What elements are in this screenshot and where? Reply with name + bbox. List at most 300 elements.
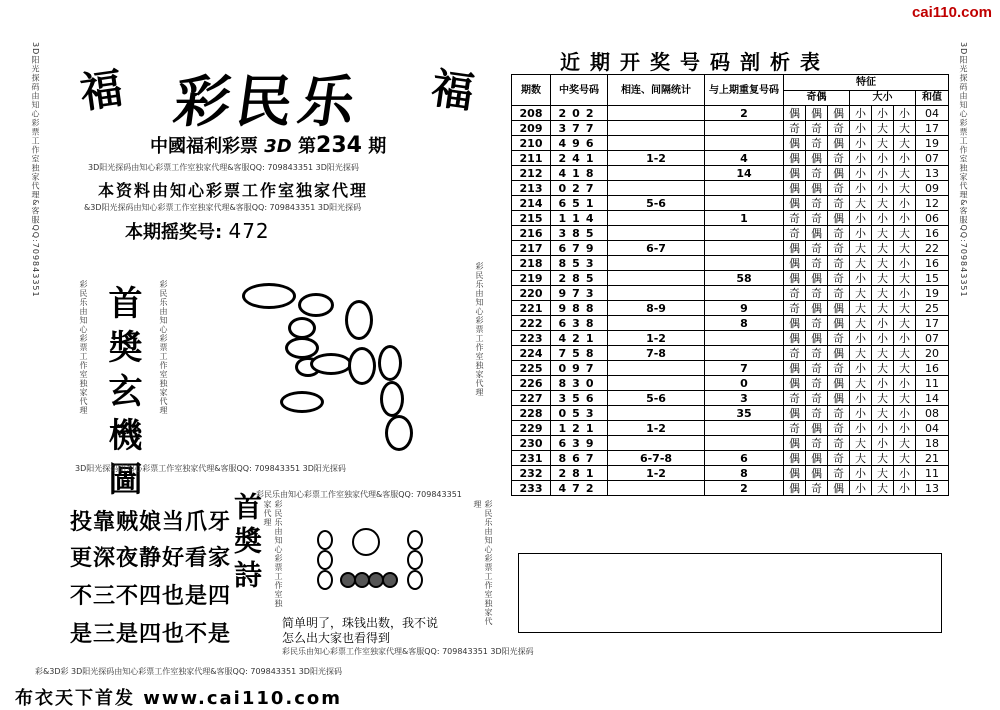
- bead: [298, 293, 334, 317]
- issue-cell: 230: [512, 436, 551, 451]
- odd-even-cell: 偶: [784, 181, 806, 196]
- odd-even-cell: 偶: [784, 361, 806, 376]
- odd-even-cell: 偶: [806, 301, 828, 316]
- bead-puzzle-image: [230, 275, 430, 455]
- odd-even-cell: 奇: [828, 226, 850, 241]
- poem-right-banner: 彩民乐由知心彩票工作室独家代理: [473, 500, 493, 626]
- odd-even-cell: 偶: [828, 481, 850, 496]
- table-row: [512, 481, 949, 496]
- big-small-cell: 小: [894, 106, 916, 121]
- big-small-cell: 大: [850, 451, 872, 466]
- number-cell: 281: [551, 466, 608, 481]
- big-small-cell: 大: [894, 136, 916, 151]
- big-small-cell: 大: [894, 181, 916, 196]
- big-small-cell: 小: [894, 211, 916, 226]
- odd-even-cell: 奇: [784, 391, 806, 406]
- odd-even-cell: 偶: [806, 181, 828, 196]
- odd-even-cell: 偶: [828, 316, 850, 331]
- number-cell: 377: [551, 121, 608, 136]
- sum-cell: 07: [916, 331, 949, 346]
- odd-even-cell: 奇: [806, 346, 828, 361]
- big-small-cell: 大: [894, 271, 916, 286]
- odd-even-cell: 偶: [784, 256, 806, 271]
- issue-cell: 218: [512, 256, 551, 271]
- odd-even-cell: 奇: [806, 406, 828, 421]
- poem-line-3: 不三不四也是四: [70, 584, 232, 609]
- big-small-cell: 大: [894, 226, 916, 241]
- gap-cell: [608, 211, 705, 226]
- big-small-cell: 小: [850, 391, 872, 406]
- number-cell: 651: [551, 196, 608, 211]
- col-issue: 期数: [512, 75, 551, 106]
- odd-even-cell: 奇: [784, 226, 806, 241]
- odd-even-cell: 奇: [806, 391, 828, 406]
- gap-cell: [608, 481, 705, 496]
- sum-cell: 18: [916, 436, 949, 451]
- poem-top-banner: 彩民乐由知心彩票工作室独家代理&客服QQ: 709843351: [256, 490, 462, 499]
- col-repeat: 与上期重复号码: [705, 75, 784, 106]
- odd-even-cell: 偶: [784, 406, 806, 421]
- big-small-cell: 大: [872, 136, 894, 151]
- odd-even-cell: 奇: [806, 136, 828, 151]
- bead: [242, 283, 296, 309]
- repeat-cell: 0: [705, 376, 784, 391]
- odd-even-cell: 偶: [784, 376, 806, 391]
- number-cell: 097: [551, 361, 608, 376]
- odd-even-cell: 奇: [806, 436, 828, 451]
- number-cell: 121: [551, 421, 608, 436]
- award-right-edge-banner: 彩民乐由知心彩票工作室独家代理: [475, 262, 484, 397]
- number-cell: 830: [551, 376, 608, 391]
- draw-analysis-table: [511, 74, 949, 496]
- big-small-cell: 大: [872, 451, 894, 466]
- big-small-cell: 小: [850, 271, 872, 286]
- issue-cell: 225: [512, 361, 551, 376]
- number-cell: 973: [551, 286, 608, 301]
- odd-even-cell: 偶: [806, 271, 828, 286]
- table-row: [512, 151, 949, 166]
- table-row: [512, 301, 949, 316]
- sum-cell: 19: [916, 136, 949, 151]
- gap-cell: 6-7-8: [608, 451, 705, 466]
- poem-bottom-banner: 彩民乐由知心彩票工作室独家代理&客服QQ: 709843351 3D阳光探码: [282, 647, 534, 656]
- poem-footer-banner: 彩&3D彩 3D阳光探码由知心彩票工作室独家代理&客服QQ: 709843351 3D阳光探码: [35, 667, 342, 676]
- number-cell: 496: [551, 136, 608, 151]
- odd-even-cell: 偶: [828, 166, 850, 181]
- poem-title: 首奬詩: [230, 492, 263, 594]
- gap-cell: 1-2: [608, 466, 705, 481]
- bead: [317, 530, 333, 550]
- issue-cell: 231: [512, 451, 551, 466]
- bead: [348, 347, 376, 385]
- big-small-cell: 大: [850, 316, 872, 331]
- big-small-cell: 小: [850, 121, 872, 136]
- repeat-cell: 6: [705, 451, 784, 466]
- fu-right-character: 福: [428, 63, 477, 118]
- big-small-cell: 大: [872, 226, 894, 241]
- issue-cell: 226: [512, 376, 551, 391]
- odd-even-cell: 奇: [806, 256, 828, 271]
- bead: [352, 528, 380, 556]
- big-small-cell: 小: [850, 406, 872, 421]
- number-cell: 114: [551, 211, 608, 226]
- odd-even-cell: 奇: [784, 301, 806, 316]
- gap-cell: [608, 271, 705, 286]
- poem-line-1: 投靠贼娘当爪牙: [70, 510, 232, 535]
- number-cell: 988: [551, 301, 608, 316]
- big-small-cell: 大: [894, 316, 916, 331]
- number-cell: 202: [551, 106, 608, 121]
- big-small-cell: 小: [850, 181, 872, 196]
- header-banner-top: 3D阳光探码由知心彩票工作室独家代理&客服QQ: 709843351 3D阳光探码: [88, 163, 359, 172]
- draw-result: [125, 218, 270, 244]
- gap-cell: [608, 181, 705, 196]
- big-small-cell: 小: [894, 376, 916, 391]
- bead: [285, 337, 319, 359]
- sum-cell: 16: [916, 361, 949, 376]
- big-small-cell: 小: [850, 481, 872, 496]
- big-small-cell: 大: [872, 301, 894, 316]
- odd-even-cell: 偶: [828, 391, 850, 406]
- bead: [407, 570, 423, 590]
- repeat-cell: 2: [705, 481, 784, 496]
- sum-cell: 20: [916, 346, 949, 361]
- gap-cell: [608, 106, 705, 121]
- odd-even-cell: 奇: [828, 361, 850, 376]
- bead: [310, 353, 352, 375]
- gap-cell: 5-6: [608, 196, 705, 211]
- big-small-cell: 小: [850, 466, 872, 481]
- gap-cell: 5-6: [608, 391, 705, 406]
- gap-cell: 8-9: [608, 301, 705, 316]
- big-small-cell: 大: [872, 361, 894, 376]
- issue-cell: 229: [512, 421, 551, 436]
- table-row: [512, 211, 949, 226]
- number-cell: 867: [551, 451, 608, 466]
- bead: [317, 550, 333, 570]
- gap-cell: [608, 121, 705, 136]
- issue-cell: 232: [512, 466, 551, 481]
- odd-even-cell: 奇: [806, 286, 828, 301]
- bead: [407, 530, 423, 550]
- big-small-cell: 大: [894, 241, 916, 256]
- draw-label: 本期摇奖号:: [125, 222, 223, 243]
- odd-even-cell: 奇: [784, 286, 806, 301]
- table-row: [512, 286, 949, 301]
- big-small-cell: 大: [894, 301, 916, 316]
- big-small-cell: 大: [850, 346, 872, 361]
- big-small-cell: 大: [850, 241, 872, 256]
- bead: [380, 381, 404, 417]
- number-cell: 385: [551, 226, 608, 241]
- big-small-cell: 小: [850, 166, 872, 181]
- odd-even-cell: 偶: [806, 226, 828, 241]
- big-small-cell: 大: [850, 256, 872, 271]
- big-small-cell: 小: [872, 421, 894, 436]
- big-small-cell: 小: [872, 211, 894, 226]
- odd-even-cell: 偶: [806, 421, 828, 436]
- repeat-cell: [705, 346, 784, 361]
- table-row: [512, 196, 949, 211]
- poem-side-banner: 彩民乐由知心彩票工作室独家代理: [263, 500, 283, 608]
- table-row: [512, 391, 949, 406]
- odd-even-cell: 偶: [806, 106, 828, 121]
- number-cell: 356: [551, 391, 608, 406]
- table-row: [512, 331, 949, 346]
- odd-even-cell: 奇: [828, 436, 850, 451]
- big-small-cell: 大: [872, 271, 894, 286]
- odd-even-cell: 奇: [828, 181, 850, 196]
- repeat-cell: 8: [705, 316, 784, 331]
- big-small-cell: 小: [894, 481, 916, 496]
- table-row: [512, 271, 949, 286]
- issue-cell: 227: [512, 391, 551, 406]
- big-small-cell: 小: [872, 106, 894, 121]
- issue-cell: 216: [512, 226, 551, 241]
- big-small-cell: 大: [850, 436, 872, 451]
- odd-even-cell: 偶: [784, 466, 806, 481]
- sum-cell: 21: [916, 451, 949, 466]
- issue-cell: 220: [512, 286, 551, 301]
- big-small-cell: 小: [850, 421, 872, 436]
- big-small-cell: 小: [872, 331, 894, 346]
- sum-cell: 06: [916, 211, 949, 226]
- col-feature: 特征: [784, 75, 949, 91]
- big-small-cell: 小: [894, 331, 916, 346]
- sum-cell: 17: [916, 121, 949, 136]
- table-row: [512, 346, 949, 361]
- odd-even-cell: 偶: [828, 106, 850, 121]
- table-row: [512, 136, 949, 151]
- odd-even-cell: 偶: [828, 346, 850, 361]
- gap-cell: [608, 436, 705, 451]
- number-cell: 638: [551, 316, 608, 331]
- repeat-cell: 35: [705, 406, 784, 421]
- odd-even-cell: 奇: [828, 256, 850, 271]
- poem-note-line-2: 怎么出大家也看得到: [282, 631, 391, 645]
- table-title: 近期开奖号码剖析表: [560, 50, 830, 74]
- odd-even-cell: 奇: [806, 121, 828, 136]
- number-cell: 241: [551, 151, 608, 166]
- sum-cell: 13: [916, 166, 949, 181]
- repeat-cell: [705, 181, 784, 196]
- table-row: [512, 466, 949, 481]
- sum-cell: 09: [916, 181, 949, 196]
- big-small-cell: 大: [872, 406, 894, 421]
- col-sum: 和值: [916, 90, 949, 106]
- issue-cell: 233: [512, 481, 551, 496]
- repeat-cell: [705, 121, 784, 136]
- table-row: [512, 376, 949, 391]
- page-title: 彩民乐: [169, 69, 366, 135]
- odd-even-cell: 偶: [806, 451, 828, 466]
- odd-even-cell: 偶: [784, 151, 806, 166]
- bead: [345, 300, 373, 340]
- number-cell: 285: [551, 271, 608, 286]
- big-small-cell: 大: [894, 346, 916, 361]
- sum-cell: 13: [916, 481, 949, 496]
- gap-cell: [608, 406, 705, 421]
- big-small-cell: 小: [850, 211, 872, 226]
- sum-cell: 04: [916, 421, 949, 436]
- repeat-cell: 58: [705, 271, 784, 286]
- repeat-cell: [705, 421, 784, 436]
- repeat-cell: [705, 136, 784, 151]
- number-cell: 639: [551, 436, 608, 451]
- repeat-cell: [705, 286, 784, 301]
- right-margin-banner: 3D阳光探码由知心彩票工作室独家代理&客服QQ:709843351: [959, 42, 968, 298]
- table-row: [512, 166, 949, 181]
- sum-cell: 08: [916, 406, 949, 421]
- big-small-cell: 大: [894, 391, 916, 406]
- sum-cell: 12: [916, 196, 949, 211]
- issue-cell: 209: [512, 121, 551, 136]
- table-row: [512, 226, 949, 241]
- repeat-cell: 9: [705, 301, 784, 316]
- odd-even-cell: 偶: [784, 106, 806, 121]
- big-small-cell: 小: [872, 166, 894, 181]
- footer-text: 布衣天下首发 www.cai110.com: [15, 688, 343, 709]
- odd-even-cell: 奇: [828, 151, 850, 166]
- issue-cell: 215: [512, 211, 551, 226]
- issue-number: 234: [316, 133, 362, 158]
- number-cell: 853: [551, 256, 608, 271]
- repeat-cell: 2: [705, 106, 784, 121]
- sum-cell: 04: [916, 106, 949, 121]
- table-row: [512, 406, 949, 421]
- big-small-cell: 小: [872, 316, 894, 331]
- odd-even-cell: 奇: [806, 361, 828, 376]
- award-side-right: 彩民乐由知心彩票工作室独家代理: [159, 280, 168, 415]
- big-small-cell: 大: [850, 286, 872, 301]
- issue-cell: 208: [512, 106, 551, 121]
- odd-even-cell: 奇: [828, 271, 850, 286]
- col-big-small: 大小: [850, 90, 916, 106]
- odd-even-cell: 偶: [828, 211, 850, 226]
- odd-even-cell: 奇: [806, 196, 828, 211]
- odd-even-cell: 奇: [828, 286, 850, 301]
- issue-cell: 221: [512, 301, 551, 316]
- table-row: [512, 256, 949, 271]
- repeat-cell: [705, 226, 784, 241]
- odd-even-cell: 偶: [828, 301, 850, 316]
- big-small-cell: 大: [894, 121, 916, 136]
- poem-line-2: 更深夜静好看家: [70, 546, 232, 571]
- odd-even-cell: 奇: [828, 196, 850, 211]
- big-small-cell: 小: [894, 466, 916, 481]
- table-row: [512, 181, 949, 196]
- repeat-cell: [705, 256, 784, 271]
- issue-cell: 213: [512, 181, 551, 196]
- number-cell: 679: [551, 241, 608, 256]
- odd-even-cell: 偶: [784, 271, 806, 286]
- gap-cell: [608, 136, 705, 151]
- col-number: 中奖号码: [551, 75, 608, 106]
- odd-even-cell: 奇: [828, 421, 850, 436]
- repeat-cell: 14: [705, 166, 784, 181]
- big-small-cell: 小: [872, 436, 894, 451]
- gap-cell: [608, 376, 705, 391]
- number-cell: 027: [551, 181, 608, 196]
- odd-even-cell: 偶: [784, 481, 806, 496]
- bead: [407, 550, 423, 570]
- issue-suffix: 期: [368, 136, 387, 157]
- issue-game: 3D: [264, 136, 292, 157]
- odd-even-cell: 偶: [806, 331, 828, 346]
- odd-even-cell: 偶: [806, 151, 828, 166]
- sum-cell: 15: [916, 271, 949, 286]
- award-bottom-banner: 3D阳光探码由知心彩票工作室独家代理&客服QQ: 709843351 3D阳光探码: [75, 464, 346, 473]
- big-small-cell: 小: [850, 226, 872, 241]
- gap-cell: 6-7: [608, 241, 705, 256]
- odd-even-cell: 奇: [828, 331, 850, 346]
- odd-even-cell: 偶: [784, 436, 806, 451]
- issue-cell: 222: [512, 316, 551, 331]
- table-row: [512, 421, 949, 436]
- big-small-cell: 小: [850, 151, 872, 166]
- odd-even-cell: 奇: [806, 166, 828, 181]
- poem-line-4: 是三是四也不是: [70, 622, 232, 647]
- issue-prefix: 中國福利彩票: [150, 136, 258, 157]
- big-small-cell: 大: [872, 256, 894, 271]
- sum-cell: 19: [916, 286, 949, 301]
- big-small-cell: 大: [872, 481, 894, 496]
- bead: [280, 391, 324, 413]
- odd-even-cell: 奇: [784, 211, 806, 226]
- sum-cell: 22: [916, 241, 949, 256]
- sum-cell: 25: [916, 301, 949, 316]
- table-row: [512, 241, 949, 256]
- gap-cell: [608, 166, 705, 181]
- big-small-cell: 小: [872, 376, 894, 391]
- gap-cell: 1-2: [608, 151, 705, 166]
- big-small-cell: 小: [894, 286, 916, 301]
- sum-cell: 11: [916, 466, 949, 481]
- issue-cell: 210: [512, 136, 551, 151]
- repeat-cell: [705, 436, 784, 451]
- odd-even-cell: 偶: [784, 136, 806, 151]
- big-small-cell: 大: [894, 361, 916, 376]
- odd-even-cell: 奇: [828, 406, 850, 421]
- table-row: [512, 361, 949, 376]
- sum-cell: 16: [916, 256, 949, 271]
- number-cell: 418: [551, 166, 608, 181]
- site-url[interactable]: cai110.com: [911, 4, 992, 21]
- number-cell: 053: [551, 406, 608, 421]
- number-cell: 758: [551, 346, 608, 361]
- repeat-cell: 4: [705, 151, 784, 166]
- odd-even-cell: 奇: [784, 121, 806, 136]
- gap-cell: 1-2: [608, 331, 705, 346]
- left-margin-banner: 3D阳光探码由知心彩票工作室独家代理&客服QQ:709843351: [31, 42, 40, 298]
- big-small-cell: 大: [872, 346, 894, 361]
- col-odd-even: 奇偶: [784, 90, 850, 106]
- bead: [288, 317, 316, 339]
- issue-cell: 214: [512, 196, 551, 211]
- bead: [382, 572, 398, 588]
- bead: [317, 570, 333, 590]
- big-small-cell: 小: [894, 151, 916, 166]
- sum-cell: 07: [916, 151, 949, 166]
- issue-cell: 212: [512, 166, 551, 181]
- big-small-cell: 小: [894, 196, 916, 211]
- odd-even-cell: 奇: [784, 421, 806, 436]
- big-small-cell: 大: [872, 196, 894, 211]
- odd-even-cell: 奇: [828, 241, 850, 256]
- odd-even-cell: 奇: [784, 346, 806, 361]
- repeat-cell: 8: [705, 466, 784, 481]
- bead: [378, 345, 402, 381]
